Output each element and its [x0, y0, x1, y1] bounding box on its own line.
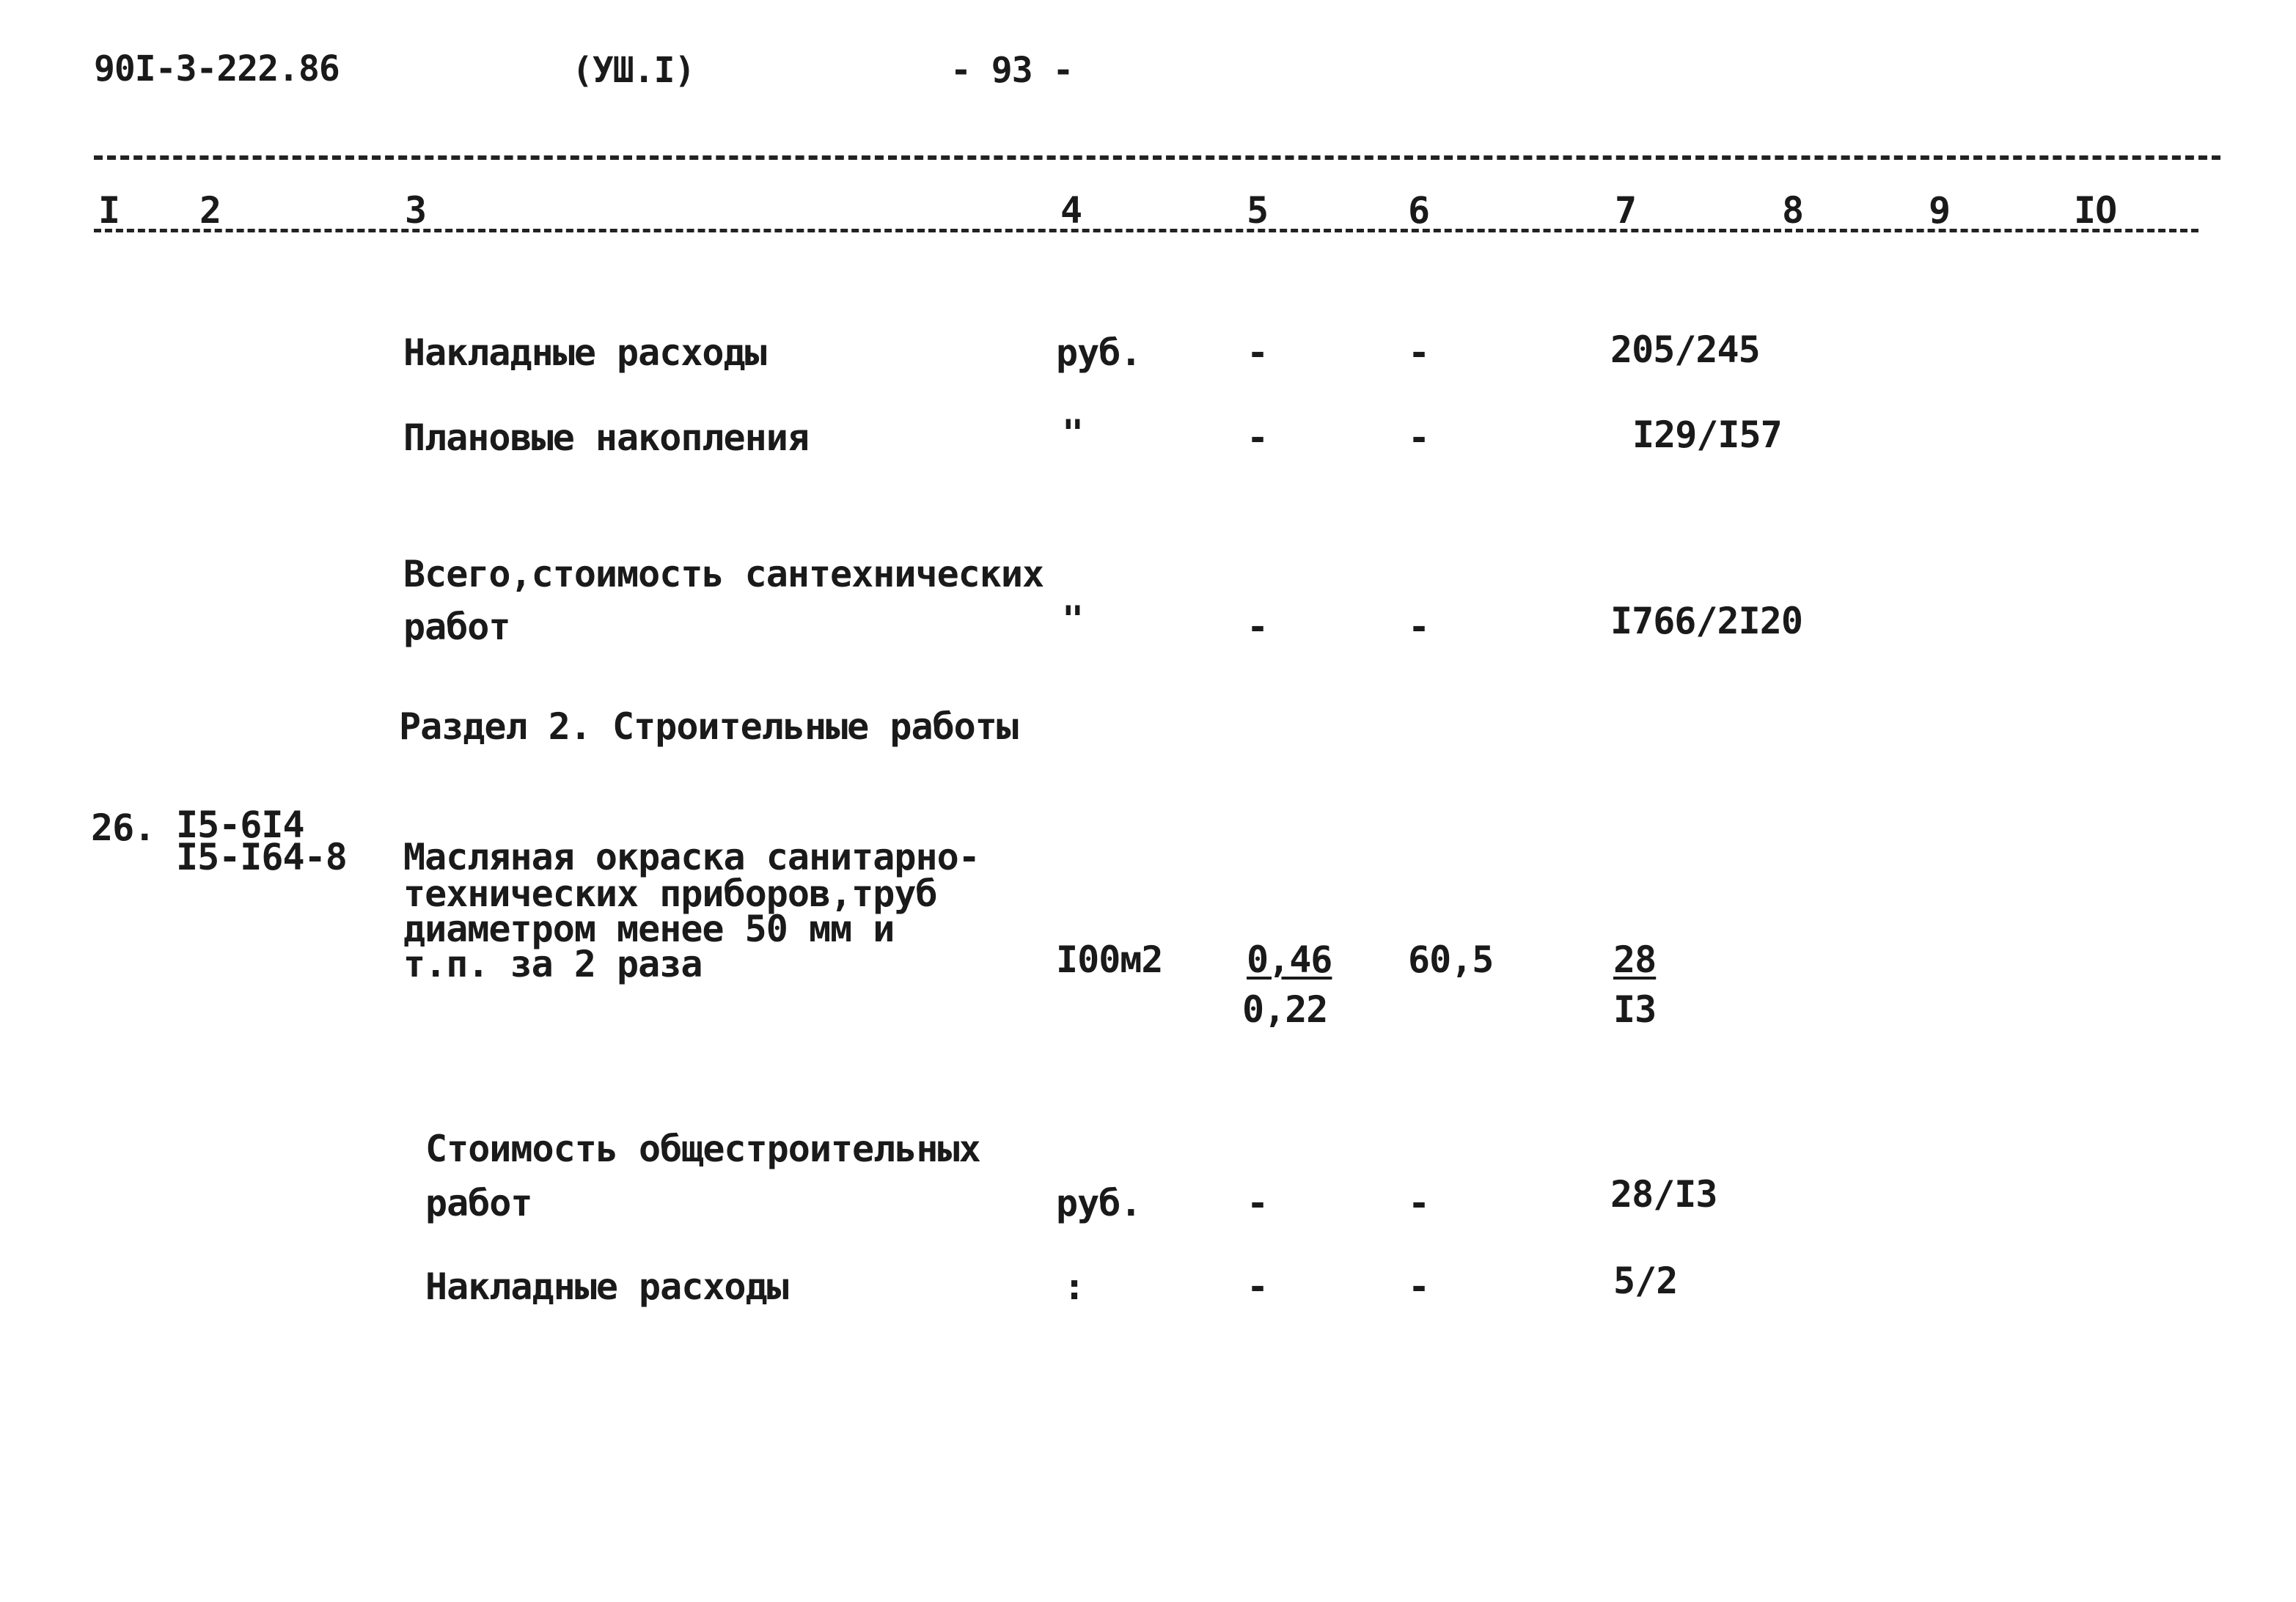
- column-number: 7: [1615, 189, 1637, 232]
- column-number: 6: [1408, 189, 1430, 232]
- row-unit: ": [1062, 598, 1084, 641]
- row-col5: -: [1247, 416, 1269, 459]
- column-number: 9: [1929, 189, 1951, 232]
- item-name-line4: т.п. за 2 раза: [403, 943, 703, 985]
- column-number: IO: [2074, 189, 2117, 232]
- row-col6: -: [1408, 331, 1430, 374]
- item-col7-bottom: I3: [1613, 988, 1657, 1031]
- row-unit: :: [1063, 1265, 1085, 1308]
- item-code-2: I5-I64-8: [176, 836, 347, 878]
- item-col7-top: 28: [1613, 938, 1657, 981]
- item-col5-bottom: 0,22: [1242, 988, 1328, 1031]
- row-col5: -: [1247, 331, 1269, 374]
- column-number: I: [98, 189, 120, 232]
- row-name-line2: работ: [403, 606, 510, 648]
- item-name-line1: Масляная окраска санитарно-: [403, 836, 980, 878]
- row-name: Накладные расходы: [403, 331, 766, 374]
- row-col7: I766/2I20: [1610, 600, 1802, 642]
- doc-code: 90I-3-222.86: [94, 48, 340, 89]
- column-number: 2: [199, 189, 221, 232]
- row-col7: 205/245: [1610, 328, 1760, 371]
- row-col7: 28/I3: [1610, 1173, 1717, 1216]
- row-col7: 5/2: [1613, 1260, 1678, 1302]
- column-number: 4: [1060, 189, 1082, 232]
- item-col6: 60,5: [1408, 938, 1494, 981]
- page-number: - 93 -: [950, 50, 1074, 91]
- row-col6: -: [1408, 1265, 1430, 1308]
- row-col7: I29/I57: [1632, 414, 1782, 456]
- row-name-line1: Всего,стоимость сантехнических: [403, 553, 1044, 595]
- row-col6: -: [1408, 1182, 1430, 1224]
- row-col6: -: [1408, 416, 1430, 459]
- column-number: 3: [405, 189, 427, 232]
- item-name-line3: диаметром менее 50 мм и: [403, 908, 895, 950]
- album-number: (УШ.I): [572, 50, 695, 91]
- row-col6: -: [1408, 606, 1430, 648]
- item-name-line2: технических приборов,труб: [403, 872, 937, 915]
- row-col5: -: [1247, 1265, 1269, 1308]
- row-name-line2: работ: [425, 1182, 532, 1224]
- row-unit: руб.: [1056, 1182, 1142, 1224]
- item-code-1: I5-6I4: [176, 804, 304, 846]
- column-number: 5: [1247, 189, 1269, 232]
- column-header-underline: [94, 229, 2198, 232]
- row-unit: руб.: [1056, 331, 1142, 374]
- row-unit: ": [1062, 412, 1084, 455]
- item-number: 26.: [91, 806, 155, 849]
- column-number: 8: [1782, 189, 1804, 232]
- item-col5-top: 0,46: [1247, 938, 1332, 981]
- row-name: Плановые накопления: [403, 416, 809, 459]
- row-col5: -: [1247, 606, 1269, 648]
- row-name-line1: Стоимость общестроительных: [425, 1128, 980, 1170]
- section-title: Раздел 2. Строительные работы: [399, 705, 1018, 748]
- row-name: Накладные расходы: [425, 1265, 788, 1308]
- row-col5: -: [1247, 1182, 1269, 1224]
- header-separator: [94, 155, 2220, 160]
- item-unit: I00м2: [1056, 938, 1163, 981]
